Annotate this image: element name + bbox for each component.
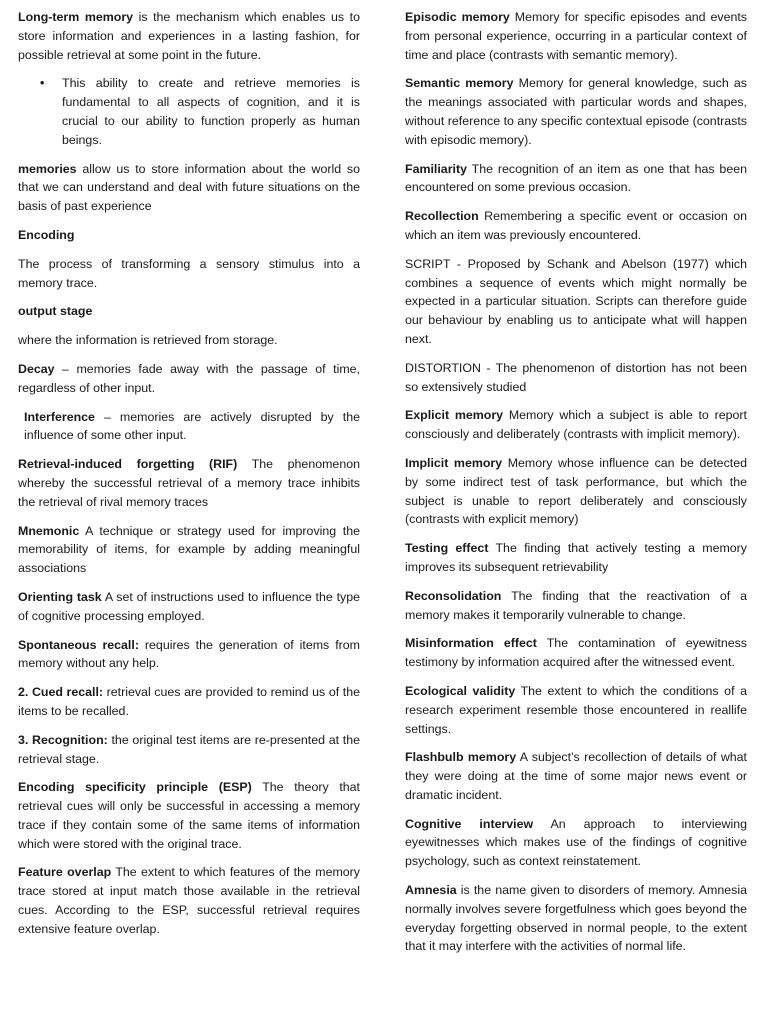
definition-implicit-memory	[405, 454, 747, 529]
term-label: Semantic memory	[405, 76, 514, 91]
definition-text: DISTORTION - The phenomenon of distortion has not been so extensively studied	[405, 360, 747, 394]
bullet-text: This ability to create and retrieve memories is fundamental to all aspects of cognition, and it is crucial to our ability to function properly as human beings.	[62, 76, 360, 147]
definition-text: The theory that retrieval cues will only be successful in accessing a memory trace if they contain some of the same items of information which were stored with the original trace.	[18, 780, 360, 851]
term-label: 2. Cued recall:	[18, 685, 104, 700]
term-label: Familiarity	[405, 161, 467, 176]
definition-episodic-memory	[405, 8, 747, 64]
definition-text: The recognition of an item as one that has been encountered on some previous occasion.	[405, 161, 747, 195]
term-label: Testing effect	[405, 541, 489, 556]
definition-text: The extent to which features of the memory trace stored at input match those available in the retrieval cues. According to the ESP, successful retrieval requires extensive feature overlap.	[18, 865, 361, 936]
term-label: Reconsolidation	[405, 588, 502, 603]
definition-text: – memories are actively disrupted by the influence of some other input.	[24, 409, 360, 443]
definition-memories	[18, 160, 360, 216]
definition-encoding	[18, 226, 360, 245]
definition-encoding-specificity-principle-esp	[18, 778, 360, 853]
definition-text: allow us to store information about the world so that we can understand and deal with future situations on the basis of past experience	[18, 161, 360, 214]
definition-flashbulb-memory	[405, 748, 747, 804]
term-label: Long-term memory	[18, 10, 134, 24]
definition-text: is the mechanism which enables us to store information and experiences in a lasting fashion, for possible retrieval at some point in the future.	[18, 10, 360, 62]
term-label: Interference	[24, 409, 95, 424]
term-label: Implicit memory	[405, 455, 503, 470]
definition-retrieval-induced-forgetting-rif	[18, 455, 360, 511]
term-label: Spontaneous recall:	[18, 637, 139, 652]
definition-text: is the name given to disorders of memory. Amnesia normally involves severe forgetfulness which goes beyond the everyday forgetting observed in normal people, to the extent that it may interfere with the activities of normal life.	[405, 883, 747, 954]
definition-3-recognition	[18, 731, 360, 769]
definition-misinformation-effect	[405, 634, 747, 672]
term-label: Cognitive interview	[405, 816, 534, 831]
term-label: memories	[18, 161, 77, 176]
definition-recollection	[405, 207, 747, 245]
definition-interference	[18, 408, 360, 446]
definition-text: Memory for specific episodes and events from personal experience, occurring in a particular context of time and place (contrasts with semantic memory).	[405, 10, 747, 62]
definition-decay	[18, 360, 360, 398]
definition-text: The phenomenon whereby the successful retrieval of a memory trace inhibits the retrieval of rival memory traces	[18, 457, 360, 509]
term-label: Feature overlap	[18, 865, 112, 880]
term-label: Amnesia	[405, 883, 457, 898]
definition-text: An approach to interviewing eyewitnesses which makes use of the findings of cognitive psychology, such as context reinstatement.	[405, 816, 748, 869]
definition-testing-effect	[405, 539, 747, 577]
definition-spontaneous-recall	[18, 636, 360, 674]
bullet-icon: •	[40, 76, 45, 91]
left-column	[18, 8, 360, 949]
definition-text: Memory for general knowledge, such as the meanings associated with particular words and shapes, without reference to any specific contextual episode (contrasts with episodic memory).	[405, 76, 748, 147]
definition-text: Memory which a subject is able to report consciously and deliberately (contrasts with implicit memory).	[405, 408, 747, 442]
definition-amnesia	[405, 881, 747, 956]
term-label: Ecological validity	[405, 683, 516, 698]
bullet-list-item	[18, 74, 360, 149]
definition-reconsolidation	[405, 587, 747, 625]
term-label: Encoding	[18, 227, 75, 242]
definition-distortion-the-phe	[405, 359, 747, 397]
definition-text: A technique or strategy used for improving the memorability of items, for example by adding meaningful associations	[18, 523, 360, 576]
definition-text: The process of transforming a sensory stimulus into a memory trace.	[18, 256, 360, 290]
definition-familiarity	[405, 160, 747, 198]
term-label: 3. Recognition:	[18, 732, 108, 747]
term-label: Explicit memory	[405, 408, 504, 423]
definition-text: SCRIPT - Proposed by Schank and Abelson (1977) which combines a sequence of events which might normally be expected in a particular situation. Scripts can therefore guide our behaviour by enabling us to anticipate what will happen next.	[405, 256, 747, 346]
definition-text: A set of instructions used to influence the type of cognitive processing employed.	[18, 589, 361, 623]
right-column	[405, 8, 747, 966]
term-label: Misinformation effect	[405, 636, 537, 651]
definition-feature-overlap	[18, 863, 360, 938]
definition-text: The finding that actively testing a memory improves its subsequent retrievability	[405, 541, 747, 574]
definition-explicit-memory	[405, 406, 747, 444]
definition-orienting-task	[18, 588, 360, 626]
definition-script-proposed-by	[405, 255, 747, 349]
definition-text: Remembering a specific event or occasion on which an item was previously encountered.	[405, 209, 747, 242]
term-label: Flashbulb memory	[405, 750, 517, 765]
term-label: Retrieval-induced forgetting (RIF)	[18, 457, 238, 472]
definition-semantic-memory	[405, 74, 747, 149]
definition-long-term-memory	[18, 8, 360, 64]
definition-text: Memory whose influence can be detected by some indirect test of task performance, but which the subject is unable to report deliberately and consciously (contrasts with explicit memory)	[405, 455, 747, 527]
definition-text: The extent to which the conditions of a research experiment resemble those encountered in reallife settings.	[405, 683, 747, 736]
term-label: Recollection	[405, 209, 479, 224]
term-label: Decay	[18, 361, 55, 376]
term-label: Orienting task	[18, 589, 102, 604]
definition-mnemonic	[18, 522, 360, 578]
definition-text: requires the generation of items from memory without any help.	[18, 637, 360, 671]
term-label: Mnemonic	[18, 523, 80, 538]
definition-text: retrieval cues are provided to remind us of the items to be recalled.	[18, 685, 361, 718]
definition-where-the-informatio	[18, 331, 360, 350]
definition-2-cued-recall	[18, 683, 360, 721]
definition-ecological-validity	[405, 682, 747, 738]
definition-text: A subject’s recollection of details of what they were doing at the time of some major news event or dramatic incident.	[405, 750, 747, 802]
definition-output-stage	[18, 302, 360, 321]
definition-text: The finding that the reactivation of a memory makes it temporarily vulnerable to change.	[405, 588, 747, 622]
term-label: Encoding specificity principle (ESP)	[18, 780, 252, 795]
definition-text: The contamination of eyewitness testimony by information acquired after the witnessed event.	[405, 636, 748, 670]
definition-text: the original test items are re-presented at the retrieval stage.	[18, 732, 360, 766]
term-label: Episodic memory	[405, 10, 510, 24]
definition-cognitive-interview	[405, 815, 747, 871]
definition-text: – memories fade away with the passage of time, regardless of other input.	[18, 361, 360, 395]
term-label: output stage	[18, 304, 93, 319]
definition-the-process-of-trans	[18, 255, 360, 293]
definition-text: where the information is retrieved from storage.	[18, 333, 278, 348]
